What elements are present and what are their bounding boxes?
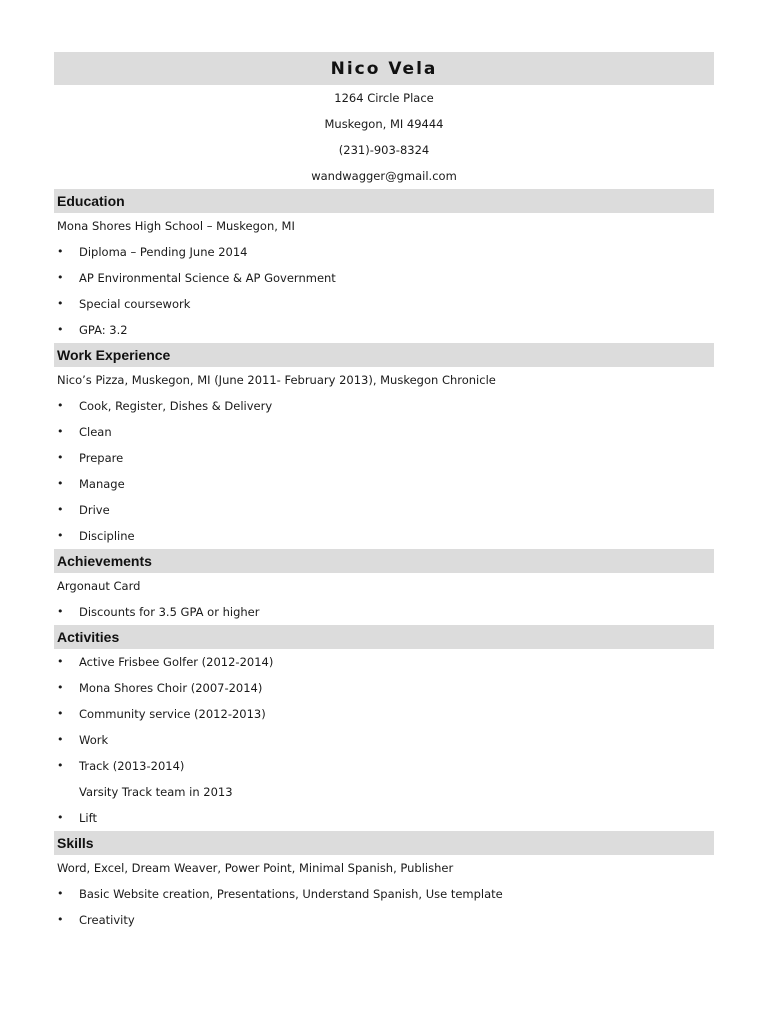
bullet-icon: •	[57, 245, 64, 258]
resume-name: Nico Vela	[54, 52, 714, 85]
list-item: • GPA: 3.2	[54, 317, 714, 343]
bullet-icon: •	[57, 323, 64, 336]
list-item: • Mona Shores Choir (2007-2014)	[54, 675, 714, 701]
bullet-icon: •	[57, 297, 64, 310]
list-item: • Discipline	[54, 523, 714, 549]
section-heading-skills: Skills	[54, 831, 714, 855]
bullet-icon: •	[57, 681, 64, 694]
bullet-icon: •	[57, 451, 64, 464]
list-item: • Active Frisbee Golfer (2012-2014)	[54, 649, 714, 675]
section-heading-work-experience: Work Experience	[54, 343, 714, 367]
list-item: • Creativity	[54, 907, 714, 933]
contact-block	[54, 85, 714, 189]
contact-email: wandwagger@gmail.com	[311, 169, 457, 183]
bullet-icon: •	[57, 425, 64, 438]
achievements-intro: Argonaut Card	[57, 579, 141, 593]
list-item: • Diploma – Pending June 2014	[54, 239, 714, 265]
bullet-icon: •	[57, 707, 64, 720]
contact-city: Muskegon, MI 49444	[324, 117, 444, 131]
section-heading-achievements: Achievements	[54, 549, 714, 573]
bullet-icon: •	[57, 503, 64, 516]
bullet-icon: •	[57, 811, 64, 824]
bullet-icon: •	[57, 271, 64, 284]
bullet-icon: •	[57, 759, 64, 772]
list-item: • Discounts for 3.5 GPA or higher	[54, 599, 714, 625]
bullet-icon: •	[57, 477, 64, 490]
bullet-icon: •	[57, 529, 64, 542]
list-item: • Community service (2012-2013)	[54, 701, 714, 727]
bullet-icon: •	[57, 655, 64, 668]
list-item: • Cook, Register, Dishes & Delivery	[54, 393, 714, 419]
list-item: • Work	[54, 727, 714, 753]
list-item: • AP Environmental Science & AP Government	[54, 265, 714, 291]
bullet-icon: •	[57, 399, 64, 412]
track-note: Varsity Track team in 2013	[79, 785, 233, 799]
list-item: • Manage	[54, 471, 714, 497]
list-item: • Basic Website creation, Presentations, Understand Spanish, Use template	[54, 881, 714, 907]
section-heading-education: Education	[54, 189, 714, 213]
list-item: • Track (2013-2014)	[54, 753, 714, 779]
bullet-icon: •	[57, 733, 64, 746]
bullet-icon: •	[57, 605, 64, 618]
list-item: • Special coursework	[54, 291, 714, 317]
bullet-icon: •	[57, 887, 64, 900]
work-job: Nico’s Pizza, Muskegon, MI (June 2011- February 2013), Muskegon Chronicle	[57, 373, 496, 387]
list-item: • Prepare	[54, 445, 714, 471]
education-school: Mona Shores High School – Muskegon, MI	[57, 219, 295, 233]
contact-address: 1264 Circle Place	[334, 91, 434, 105]
list-item: • Lift	[54, 805, 714, 831]
resume-page	[54, 52, 714, 933]
section-heading-activities: Activities	[54, 625, 714, 649]
list-item: • Drive	[54, 497, 714, 523]
list-item: • Clean	[54, 419, 714, 445]
contact-phone: (231)-903-8324	[338, 143, 430, 157]
skills-intro: Word, Excel, Dream Weaver, Power Point, Minimal Spanish, Publisher	[57, 861, 454, 875]
bullet-icon: •	[57, 913, 64, 926]
